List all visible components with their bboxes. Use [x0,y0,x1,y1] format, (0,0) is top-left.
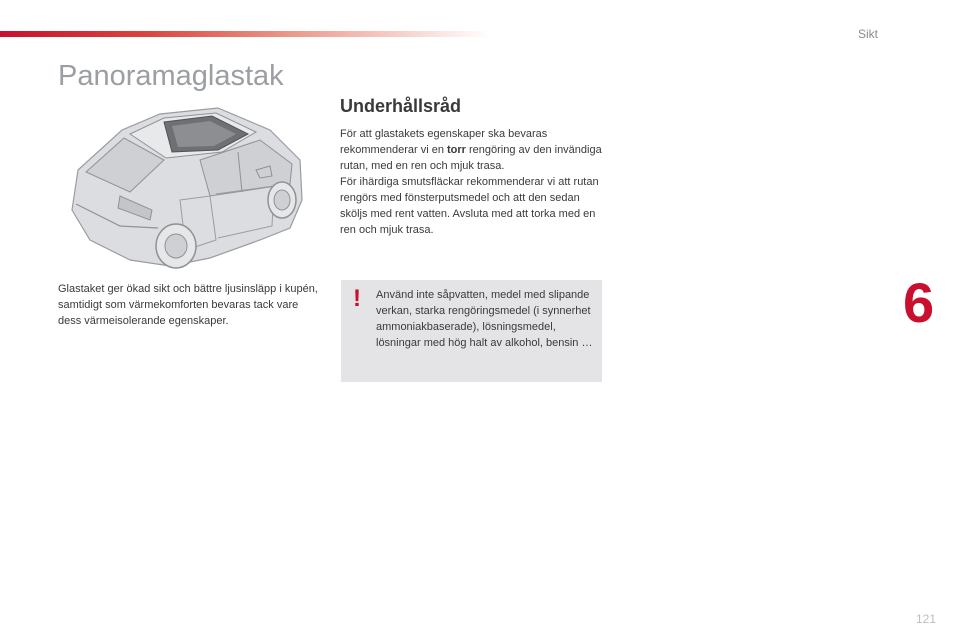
maintenance-text-bold: torr [447,144,466,156]
maintenance-heading: Underhållsråd [340,96,462,116]
section-label: Sikt [858,27,879,41]
header-accent-bar [0,31,490,37]
warning-text: Använd inte såpvatten, medel med slipande verkan, starka rengöringsmedel (i synnerhet ammoniakbaserade), lösningsmedel, lösningar med hög halt av alkohol, bensin … [376,289,593,349]
page-title: Panoramaglastak [58,60,284,92]
maintenance-text-part3: För ihärdiga smutsfläckar rekommenderar vi att rutan rengörs med fönsterputsmedel och att den sedan sköljs med rent vatten. Avsluta med att torka med en ren och mjuk trasa. [340,176,599,236]
maintenance-text-part1: För att glastakets egenskaper ska bevaras rekommenderar vi en [340,128,548,156]
exclamation-icon: ! [353,285,361,312]
maintenance-text-part2: rengöring av den invändiga rutan, med en ren och mjuk trasa. [340,144,602,172]
chapter-number: 6 [903,271,935,334]
roof-description: Glastaket ger ökad sikt och bättre ljusinsläpp i kupén, samtidigt som värmekomforten bevaras tack vare dess värmeisolerande egenskaper. [58,283,318,327]
car-panoramic-roof-illustration [60,100,310,272]
page-number: 121 [916,612,937,626]
maintenance-text [340,126,604,238]
warning-box [341,280,602,382]
